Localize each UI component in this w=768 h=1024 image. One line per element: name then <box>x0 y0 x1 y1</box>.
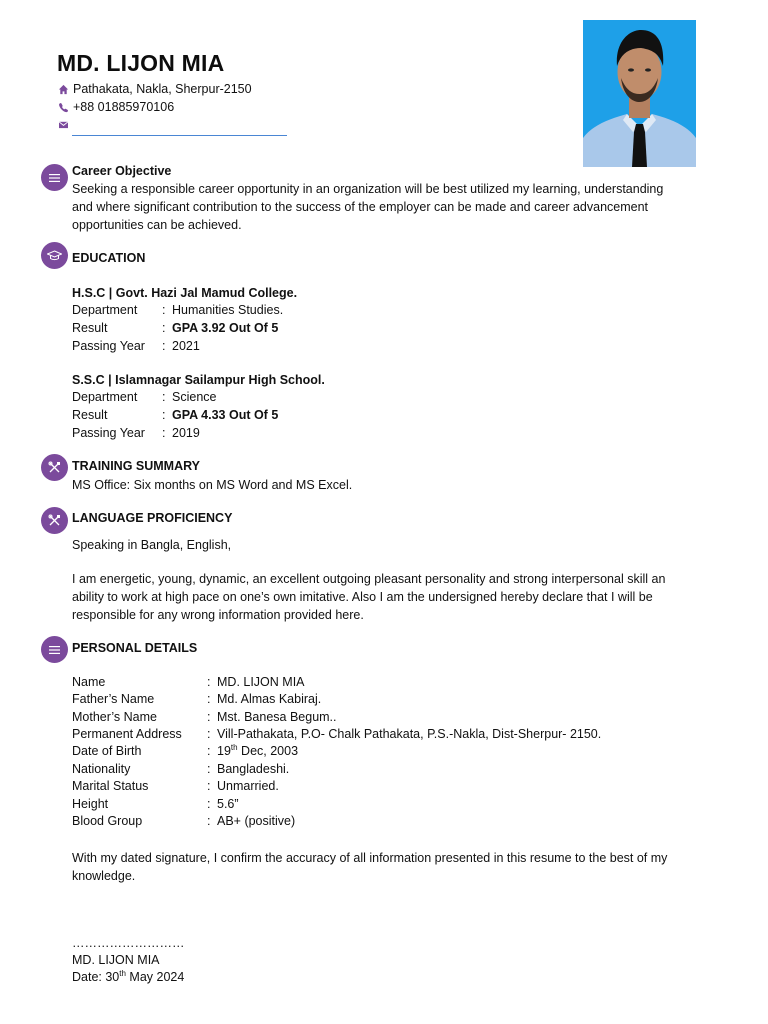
field-value: Humanities Studies. <box>172 303 284 317</box>
ssc-result-row: Result : GPA 4.33 Out Of 5 <box>72 408 279 422</box>
career-objective-text <box>72 180 692 234</box>
personal-row: Blood Group : AB+ (positive) <box>72 814 296 828</box>
education-title: EDUCATION <box>72 251 146 265</box>
ssc-passing-year-row: Passing Year : 2019 <box>72 426 200 440</box>
hsc-result-row: Result : GPA 3.92 Out Of 5 <box>72 321 279 335</box>
ssc-department-row: Department : Science <box>72 390 217 404</box>
signature-date: Date: 30th May 2024 <box>72 968 185 984</box>
tools-icon <box>41 507 68 534</box>
field-label: Passing Year <box>72 426 145 440</box>
personal-row: Permanent Address : Vill-Pathakata, P.O- Chalk Pathakata, P.S.-Nakla, Dist-Sherpur- 2150. <box>72 727 602 741</box>
personal-row: Height : 5.6” <box>72 797 239 811</box>
field-label: Height <box>72 797 109 811</box>
profile-photo <box>583 20 696 167</box>
career-line: and where significant contribution to the success of the employer can be made and career advancement <box>72 200 649 214</box>
personal-row: Marital Status : Unmarried. <box>72 779 279 793</box>
field-value: AB+ (positive) <box>217 814 296 828</box>
field-label: Department <box>72 390 138 404</box>
confirm-line: With my dated signature, I confirm the accuracy of all information presented in this resume to the best of my <box>72 851 668 865</box>
field-label: Permanent Address <box>72 727 182 741</box>
field-label: Nationality <box>72 762 131 776</box>
field-label: Blood Group <box>72 814 143 828</box>
field-value: 5.6” <box>217 797 239 811</box>
field-value: Md. Almas Kabiraj. <box>217 692 322 706</box>
list-icon <box>41 636 68 663</box>
training-title: TRAINING SUMMARY <box>72 459 201 473</box>
career-line: opportunities can be achieved. <box>72 218 242 232</box>
ssc-heading: S.S.C | Islamnagar Sailampur High School. <box>72 373 325 387</box>
field-value: 2019 <box>172 426 200 440</box>
language-title: LANGUAGE PROFICIENCY <box>72 511 233 525</box>
field-value: Vill-Pathakata, P.O- Chalk Pathakata, P.S.-Nakla, Dist-Sherpur- 2150. <box>217 727 602 741</box>
hsc-passing-year-row: Passing Year : 2021 <box>72 339 200 353</box>
hsc-heading: H.S.C | Govt. Hazi Jal Mamud College. <box>72 286 298 300</box>
tools-icon <box>41 454 68 481</box>
list-icon <box>41 164 68 191</box>
signature-name: MD. LIJON MIA <box>72 953 160 967</box>
field-label: Father’s Name <box>72 692 155 706</box>
field-value: Bangladeshi. <box>217 762 290 776</box>
candidate-name: MD. LIJON MIA <box>57 50 225 76</box>
about-paragraph <box>72 570 692 624</box>
field-label: Mother’s Name <box>72 710 157 724</box>
field-value: 19th Dec, 2003 <box>217 742 299 758</box>
field-label: Result <box>72 321 108 335</box>
signature-dots: ……………………… <box>72 936 185 950</box>
career-objective-title: Career Objective <box>72 164 172 178</box>
phone-line <box>57 100 174 114</box>
phone-icon <box>57 101 69 113</box>
address-text: Pathakata, Nakla, Sherpur-2150 <box>73 82 252 96</box>
confirm-line: knowledge. <box>72 869 136 883</box>
career-line: Seeking a responsible career opportunity in an organization will be best utilized my learning, understanding <box>72 182 664 196</box>
field-value: MD. LIJON MIA <box>217 675 305 689</box>
personal-row: Father’s Name : Md. Almas Kabiraj. <box>72 692 322 706</box>
mail-icon <box>57 118 69 130</box>
personal-row: Nationality : Bangladeshi. <box>72 762 290 776</box>
hsc-department-row: Department : Humanities Studies. <box>72 303 284 317</box>
field-value: Science <box>172 390 217 404</box>
training-text: MS Office: Six months on MS Word and MS Excel. <box>72 478 353 492</box>
field-value: Unmarried. <box>217 779 279 793</box>
phone-text: +88 01885970106 <box>73 100 175 114</box>
field-label: Marital Status <box>72 779 149 793</box>
personal-row: Name : MD. LIJON MIA <box>72 675 305 689</box>
field-value: GPA 3.92 Out Of 5 <box>172 321 279 335</box>
about-line: I am energetic, young, dynamic, an excellent outgoing pleasant personality and strong interpersonal skill an <box>72 572 666 586</box>
field-value: 2021 <box>172 339 200 353</box>
field-value: Mst. Banesa Begum.. <box>217 710 337 724</box>
field-value: GPA 4.33 Out Of 5 <box>172 408 279 422</box>
confirmation-paragraph <box>72 849 692 885</box>
personal-details-title: PERSONAL DETAILS <box>72 641 198 655</box>
personal-row: Date of Birth : 19th Dec, 2003 <box>72 742 299 758</box>
address-line <box>57 82 252 96</box>
about-line: ability to work at high pace on one’s own imitative. Also I am the undersigned hereby declare that I will be <box>72 590 653 604</box>
home-icon <box>57 83 69 95</box>
field-label: Passing Year <box>72 339 145 353</box>
about-line: responsible for any wrong information provided here. <box>72 608 364 622</box>
email-line-row <box>57 118 73 130</box>
field-label: Date of Birth <box>72 744 142 758</box>
graduation-cap-icon <box>41 242 68 269</box>
email-underline <box>72 135 287 136</box>
field-label: Department <box>72 303 138 317</box>
field-label: Result <box>72 408 108 422</box>
field-label: Name <box>72 675 106 689</box>
language-text: Speaking in Bangla, English, <box>72 538 232 552</box>
personal-row: Mother’s Name : Mst. Banesa Begum.. <box>72 710 337 724</box>
